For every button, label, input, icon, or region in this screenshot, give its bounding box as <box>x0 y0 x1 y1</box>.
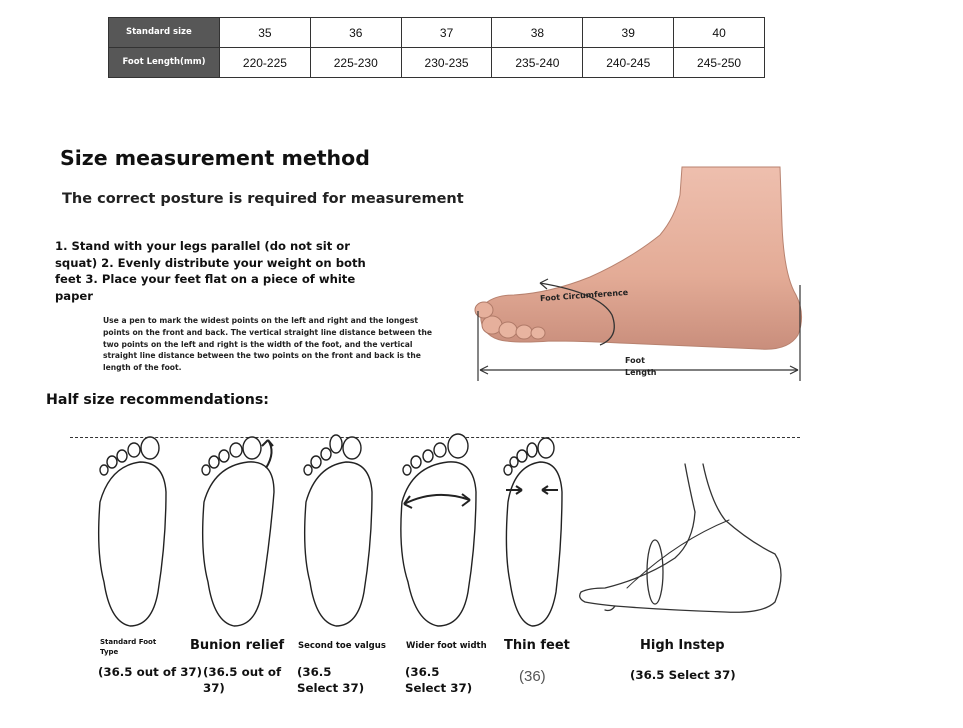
size-cell: 35 <box>220 18 311 48</box>
length-cell: 230-235 <box>401 48 492 78</box>
foot-type-label-high-instep: High Instep <box>640 638 725 653</box>
foot-sole-wider-icon <box>401 434 476 626</box>
foot-sole-bunion-icon <box>202 437 274 626</box>
length-cell: 245-250 <box>674 48 765 78</box>
length-cell: 240-245 <box>583 48 674 78</box>
foot-type-label-standard: Standard Foot Type <box>100 638 157 656</box>
foot-type-label-wider: Wider foot width <box>406 641 487 651</box>
foot-type-label-thin: Thin feet <box>504 638 570 653</box>
size-cell: 39 <box>583 18 674 48</box>
foot-type-label-second-toe: Second toe valgus <box>298 641 386 651</box>
length-row <box>109 48 765 78</box>
recommendation-standard: (36.5 out of 37) <box>98 665 203 679</box>
foot-circumference-label: Foot Circumference <box>539 287 629 304</box>
foot-length-label: Foot Length <box>625 356 657 377</box>
foot-types-illustration <box>90 432 610 632</box>
size-row <box>109 18 765 48</box>
high-instep-foot-outline-icon <box>575 462 790 622</box>
measurement-steps: 1. Stand with your legs parallel (do not sit or squat) 2. Evenly distribute your weight on both feet 3. Place your feet flat on a piece of white paper <box>55 239 366 303</box>
recommendation-bunion: (36.5 out of 37) <box>203 665 282 695</box>
size-cell: 37 <box>401 18 492 48</box>
size-cell: 36 <box>310 18 401 48</box>
recommendation-high-instep: (36.5 Select 37) <box>630 668 736 682</box>
size-chart-table <box>108 17 765 78</box>
bare-foot-side-illustration <box>470 165 810 385</box>
row-header-standard-size: Standard size <box>109 18 220 48</box>
foot-sole-standard-icon <box>99 437 166 626</box>
length-cell: 235-240 <box>492 48 583 78</box>
length-cell: 225-230 <box>310 48 401 78</box>
recommendation-wider: (36.5 Select 37) <box>405 665 473 695</box>
section-title-measurement-method: Size measurement method <box>60 146 370 170</box>
row-header-foot-length: Foot Length(mm) <box>109 48 220 78</box>
size-cell: 38 <box>492 18 583 48</box>
foot-type-label-bunion: Bunion relief <box>190 638 285 653</box>
length-cell: 220-225 <box>220 48 311 78</box>
half-size-heading: Half size recommendations: <box>46 392 269 408</box>
foot-sole-thin-icon <box>504 438 562 626</box>
recommendation-second-toe: (36.5 Select 37) <box>297 665 365 695</box>
size-cell: 40 <box>674 18 765 48</box>
section-subtitle-posture: The correct posture is required for measurement <box>62 191 464 207</box>
recommendation-thin: (36) <box>519 668 546 685</box>
foot-sole-second-toe-icon <box>304 435 372 626</box>
measurement-note: Use a pen to mark the widest points on the left and right and the longest points on the front and back. The vertical straight line distance between the two points on the left and right is the width of the foot, and the vertical straight line distance between the two points on the front and back is the length of the foot. <box>103 316 433 373</box>
